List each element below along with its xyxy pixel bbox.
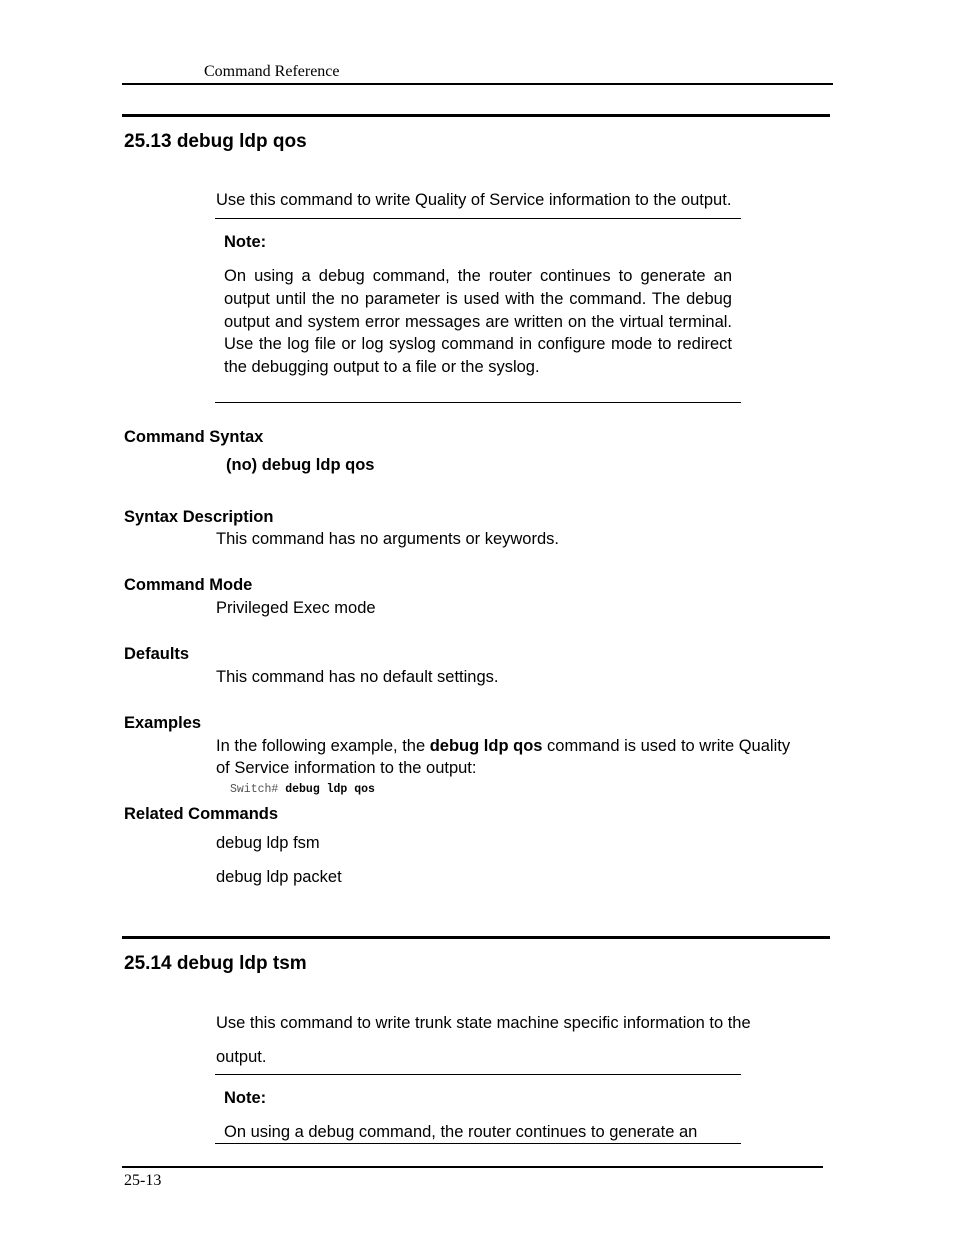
note-top-rule <box>215 218 741 219</box>
example-code <box>230 783 375 796</box>
syntax-description: This command has no arguments or keywords. <box>216 530 559 548</box>
note-bottom-rule <box>215 1143 741 1144</box>
command-syntax: (no) debug ldp qos <box>226 456 375 474</box>
note-label: Note: <box>224 1089 267 1107</box>
defaults-heading: Defaults <box>124 645 190 663</box>
example-prompt: Switch# <box>230 783 279 796</box>
example-command: debug ldp qos <box>285 783 375 796</box>
footer-rule <box>122 1166 823 1168</box>
related-commands-heading: Related Commands <box>124 805 279 823</box>
examples-heading: Examples <box>124 714 202 732</box>
section-rule <box>122 936 830 939</box>
command-mode-heading: Command Mode <box>124 576 253 594</box>
header-rule <box>122 83 833 85</box>
examples-command: debug ldp qos <box>429 737 543 755</box>
note-text: On using a debug command, the router continues to generate an output until the no parameter is used with the command. The debug output and system error messages are written on the virtual terminal. Use the log file or log syslog command in configure mode to redirect the debugging output to a file or the syslog. <box>224 267 732 377</box>
note-bottom-rule <box>215 402 741 403</box>
section-intro: Use this command to write Quality of Service information to the output. <box>216 191 732 209</box>
examples-text: In the following example, the debug ldp qos command is used to write Quality <box>216 737 791 755</box>
command-syntax-heading: Command Syntax <box>124 428 264 446</box>
related-command: debug ldp fsm <box>216 834 320 852</box>
running-header: Command Reference <box>204 63 340 80</box>
note-text: On using a debug command, the router continues to generate an <box>224 1123 698 1141</box>
syntax-description-heading: Syntax Description <box>124 508 274 526</box>
section-heading: 25.14 debug ldp tsm <box>124 953 307 974</box>
section-intro: Use this command to write trunk state machine specific information to the <box>216 1014 751 1032</box>
section-intro-line2: output. <box>216 1048 267 1066</box>
examples-text-line2: of Service information to the output: <box>216 759 477 777</box>
page-number: 25-13 <box>124 1172 162 1189</box>
section-rule <box>122 114 830 117</box>
note-top-rule <box>215 1074 741 1075</box>
note-label: Note: <box>224 233 267 251</box>
command-mode: Privileged Exec mode <box>216 599 376 617</box>
defaults-text: This command has no default settings. <box>216 668 499 686</box>
section-heading: 25.13 debug ldp qos <box>124 131 307 152</box>
related-command: debug ldp packet <box>216 868 342 886</box>
